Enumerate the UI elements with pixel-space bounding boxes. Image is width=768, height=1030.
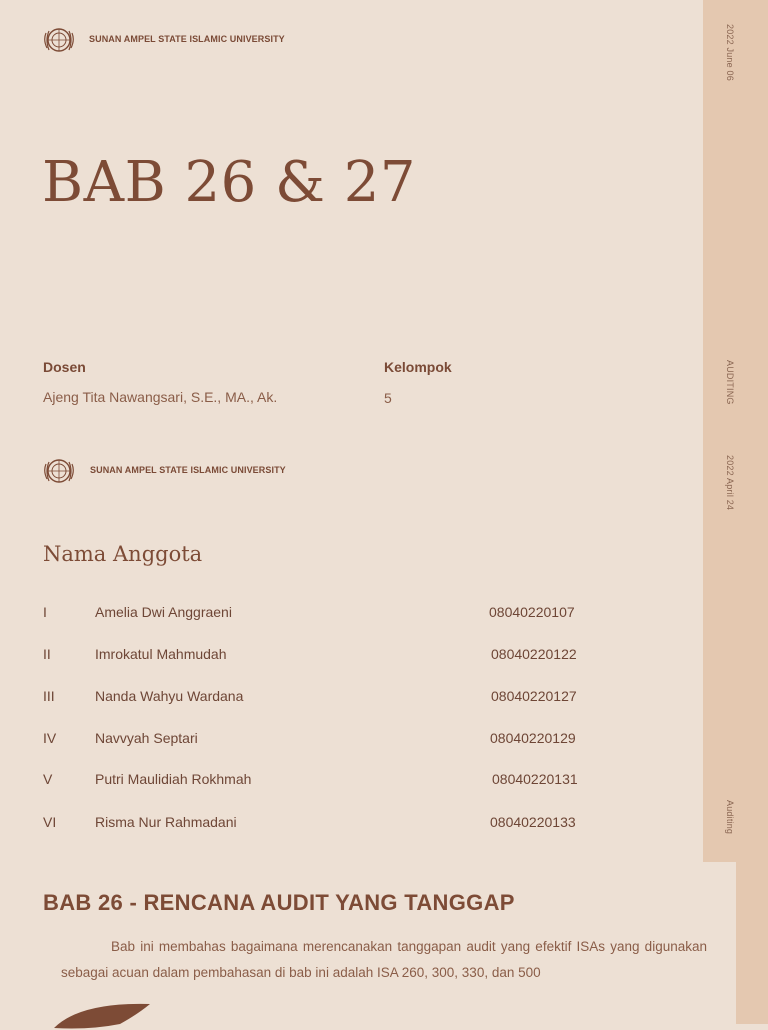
member-row [0,604,700,624]
member-name: Nanda Wahyu Wardana [95,688,244,704]
members-heading: Nama Anggota [43,542,203,566]
side-strip [703,0,768,862]
member-nim: 08040220129 [490,730,576,746]
member-row [0,688,700,708]
member-number: VI [43,814,57,830]
brush-stroke-decoration [50,1000,160,1030]
member-nim: 08040220131 [492,771,578,787]
dosen-label: Dosen [43,359,86,375]
un-emblem-icon [43,26,75,54]
member-name: Amelia Dwi Anggraeni [95,604,232,620]
kelompok-value: 5 [384,390,392,406]
member-nim: 08040220122 [491,646,577,662]
kelompok-label: Kelompok [384,359,452,375]
university-name-top: SUNAN AMPEL STATE ISLAMIC UNIVERSITY [89,34,285,44]
member-name: Navvyah Septari [95,730,198,746]
member-number: IV [43,730,57,746]
university-name-mid: SUNAN AMPEL STATE ISLAMIC UNIVERSITY [90,465,286,475]
page-title: BAB 26 & 27 [42,150,417,215]
member-number: II [43,646,51,662]
member-name: Imrokatul Mahmudah [95,646,227,662]
side-date-mid: 2022 April 24 [725,455,735,511]
bab26-heading: BAB 26 - RENCANA AUDIT YANG TANGGAP [43,890,515,915]
member-row [0,814,700,834]
un-emblem-icon [43,457,75,485]
side-date-top: 2022 June 06 [725,24,735,81]
member-nim: 08040220127 [491,688,577,704]
side-subject-upper: AUDITING [725,360,735,405]
side-strip-lower [736,862,768,1024]
member-number: I [43,604,47,620]
member-row [0,646,700,666]
member-nim: 08040220133 [490,814,576,830]
member-row [0,771,700,791]
member-name: Putri Maulidiah Rokhmah [95,771,252,787]
member-row [0,730,700,750]
side-subject-lower: Auditing [725,800,735,835]
member-nim: 08040220107 [489,604,575,620]
member-name: Risma Nur Rahmadani [95,814,237,830]
member-number: V [43,771,53,787]
bab26-paragraph: Bab ini membahas bagaimana merencanakan tanggapan audit yang efektif ISAs yang digunakan sebagai acuan dalam pembahasan di bab ini adalah ISA 260, 300, 330, dan 500 [61,939,707,980]
dosen-value: Ajeng Tita Nawangsari, S.E., MA., Ak. [43,389,278,405]
member-number: III [43,688,55,704]
